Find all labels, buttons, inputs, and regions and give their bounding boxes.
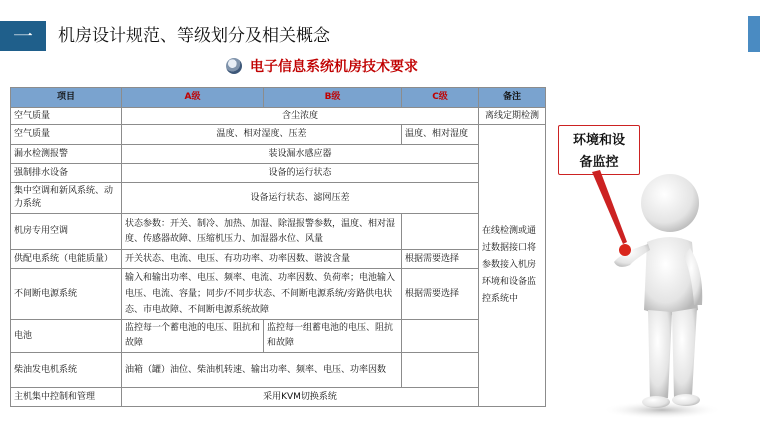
cell-item: 电池	[11, 320, 122, 353]
requirements-table	[10, 87, 546, 407]
cell-abc: 采用KVM切换系统	[122, 388, 479, 407]
col-header-c: C级	[402, 88, 479, 108]
table-row	[11, 108, 546, 125]
presenter-figure-illustration	[552, 170, 742, 423]
col-header-a: A级	[122, 88, 264, 108]
table-row	[11, 353, 546, 388]
leg-right	[672, 308, 697, 398]
cell-item: 空气质量	[11, 125, 122, 145]
table-row	[11, 164, 546, 183]
section-number: 一	[0, 21, 46, 51]
cell-c-empty	[402, 320, 479, 353]
foot-left	[642, 396, 670, 408]
cell-item: 主机集中控制和管理	[11, 388, 122, 407]
cell-item: 不间断电源系统	[11, 269, 122, 320]
cell-item: 空气质量	[11, 108, 122, 125]
cell-ab: 状态参数：开关、制冷、加热、加湿、除湿报警参数，温度、相对湿度、传感器故障、压缩机压力、加湿器水位、风量	[122, 214, 402, 250]
cell-ab: 温度、相对湿度、压差	[122, 125, 402, 145]
table-row	[11, 388, 546, 407]
cell-note: 离线定期检测	[479, 108, 546, 125]
table-header-row	[11, 88, 546, 108]
cell-note-merged	[479, 125, 546, 407]
cell-abc: 设备的运行状态	[122, 164, 479, 183]
cell-c-empty	[402, 214, 479, 250]
col-header-note: 备注	[479, 88, 546, 108]
arm-left	[614, 244, 650, 267]
head-icon	[641, 174, 699, 232]
red-button-icon	[619, 244, 631, 256]
accent-bar	[748, 16, 760, 52]
table-row	[11, 145, 546, 164]
cell-ab: 油箱（罐）油位、柴油机转速、输出功率、频率、电压、功率因数	[122, 353, 402, 388]
page-title: 机房设计规范、等级划分及相关概念	[58, 26, 330, 46]
cell-c: 根据需要选择	[402, 250, 479, 269]
sign-line1: 环境和设	[572, 133, 625, 148]
sign-board	[558, 125, 640, 175]
col-header-b: B级	[264, 88, 402, 108]
cell-item: 供配电系统（电能质量）	[11, 250, 122, 269]
table-row	[11, 183, 546, 214]
col-header-item: 项目	[11, 88, 122, 108]
cell-abc: 设备运行状态、滤网压差	[122, 183, 479, 214]
cell-a: 监控每一个蓄电池的电压、阻抗和故障	[122, 320, 264, 353]
foot-right	[672, 394, 700, 406]
cell-c-empty	[402, 353, 479, 388]
table-row	[11, 269, 546, 320]
cell-item: 机房专用空调	[11, 214, 122, 250]
subtitle-text: 电子信息系统机房技术要求	[250, 59, 418, 75]
sign-line2: 备监控	[579, 155, 619, 170]
note-merged-text: 在线检测或通过数据接口将参数接入机房环境和设备监控系统中	[482, 226, 537, 304]
bullet-icon	[226, 58, 242, 74]
table-row	[11, 250, 546, 269]
pointer-pole	[592, 170, 627, 244]
table-row	[11, 214, 546, 250]
cell-item: 漏水检测报警	[11, 145, 122, 164]
cell-ab: 输入和输出功率、电压、频率、电流、功率因数、负荷率；电池输入电压、电流、容量；同步/不同步状态、不间断电源系统/旁路供电状态、市电故障、不间断电源系统故障	[122, 269, 402, 320]
cell-b: 监控每一组蓄电池的电压、阻抗和故障	[264, 320, 402, 353]
cell-c: 根据需要选择	[402, 269, 479, 320]
cell-item: 柴油发电机系统	[11, 353, 122, 388]
cell-item: 强制排水设备	[11, 164, 122, 183]
cell-abc: 含尘浓度	[122, 108, 479, 125]
leg-left	[648, 310, 672, 400]
cell-ab: 开关状态、电流、电压、有功功率、功率因数、谐波含量	[122, 250, 402, 269]
cell-item: 集中空调和新风系统、动力系统	[11, 183, 122, 214]
table-row	[11, 320, 546, 353]
cell-c: 温度、相对湿度	[402, 125, 479, 145]
table-row	[11, 125, 546, 145]
cell-abc: 装设漏水感应器	[122, 145, 479, 164]
